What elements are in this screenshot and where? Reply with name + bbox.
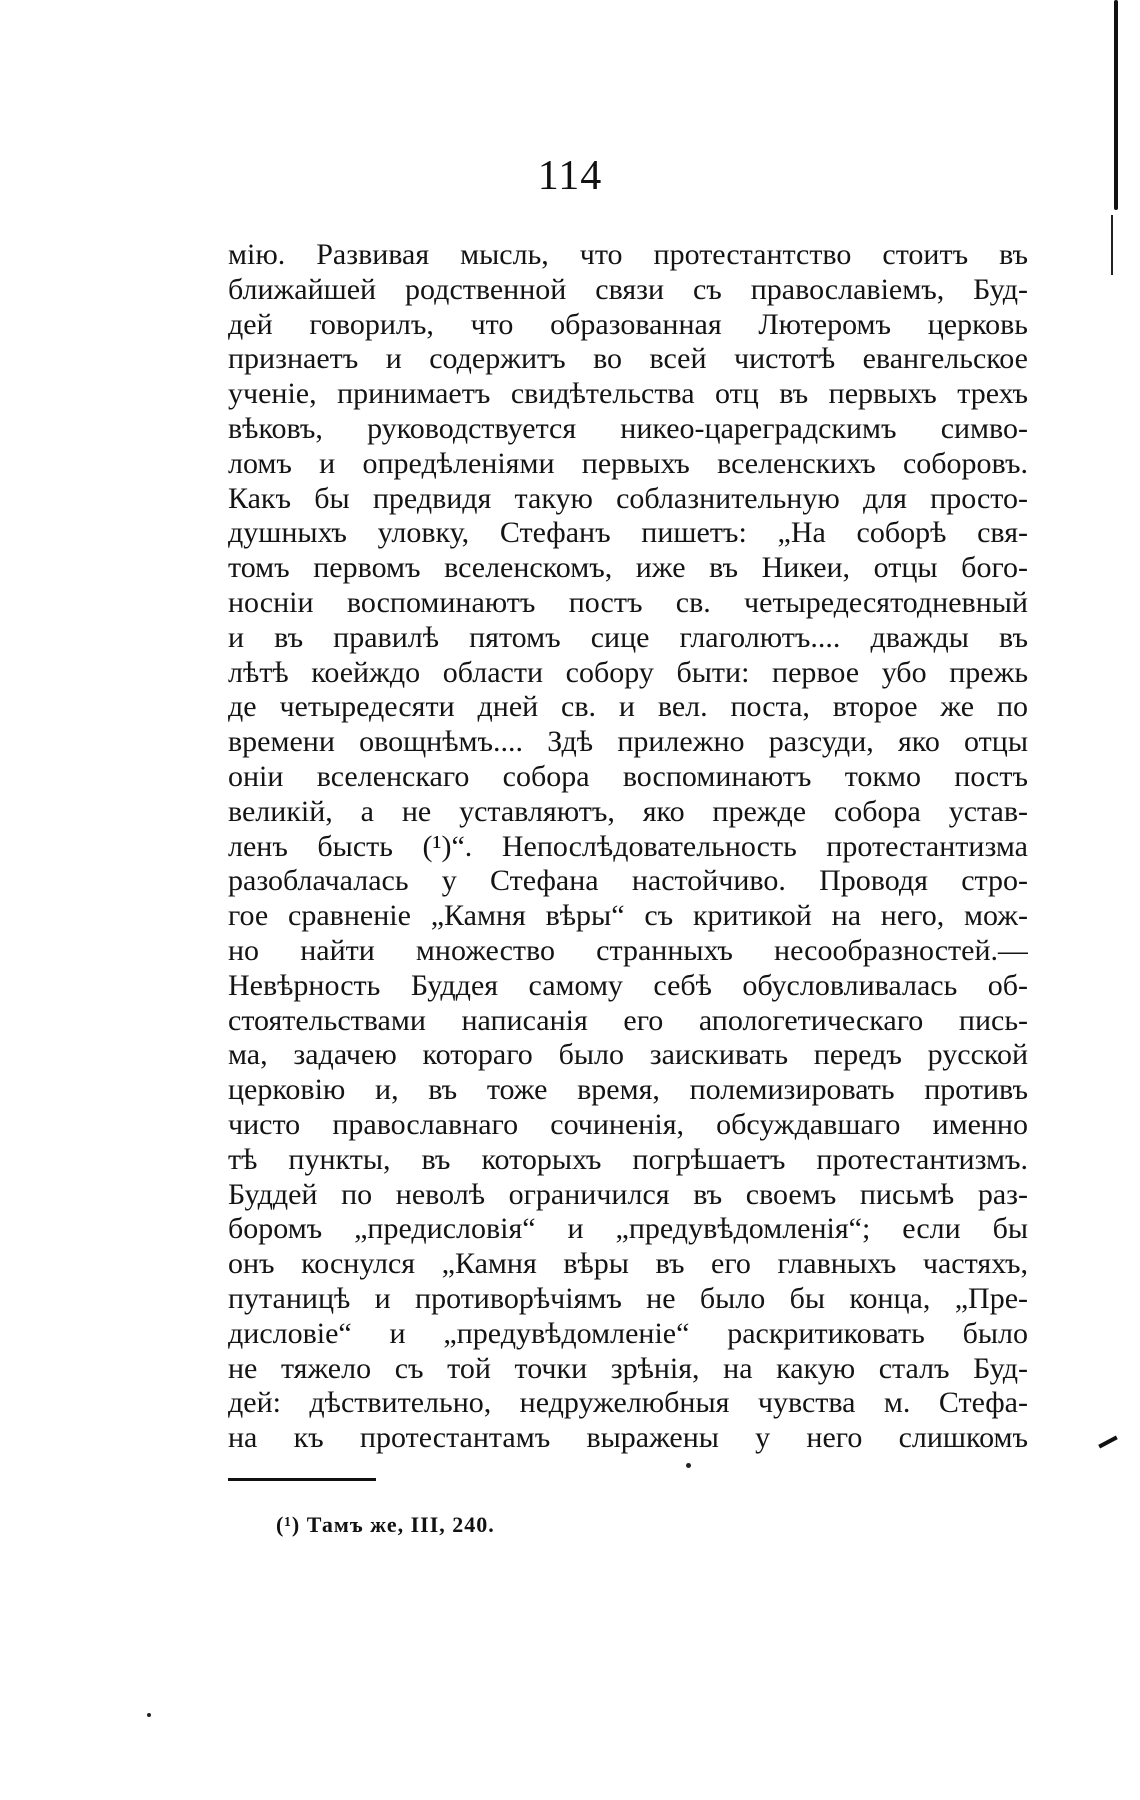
print-mark <box>1098 1436 1118 1449</box>
text-line: но найти множество странныхъ несообразностей.— <box>228 933 1028 967</box>
text-line: времени овощнѣмъ.... Здѣ прилежно разсуди, яко отцы <box>228 725 1028 759</box>
text-line: на къ протестантамъ выражены у него слишкомъ <box>228 1421 1028 1455</box>
text-line: ма, задачею котораго было заискивать передъ русской <box>228 1038 1028 1072</box>
text-line: ленъ бысть (¹)“. Непослѣдовательность протестантизма <box>228 829 1028 863</box>
text-line: мію. Развивая мысль, что протестантство стоитъ въ <box>228 238 1028 271</box>
text-line: тѣ пункты, въ которыхъ погрѣшаетъ протестантизмъ. <box>228 1142 1028 1176</box>
text-line: не тяжело съ той точки зрѣнія, на какую сталъ Буд- <box>228 1351 1028 1385</box>
text-line: Невѣрность Буддея самому себѣ обусловливалась об- <box>228 968 1028 1002</box>
text-line: боромъ „предисловія“ и „предувѣдомленія“; если бы <box>228 1212 1028 1246</box>
body-text <box>228 238 1028 1456</box>
page-edge-mark <box>1111 215 1113 275</box>
text-line: великій, а не уставляютъ, яко прежде собора устав- <box>228 794 1028 828</box>
text-line: путаницѣ и противорѣчіямъ не было бы конца, „Пре- <box>228 1281 1028 1315</box>
text-line: томъ первомъ вселенскомъ, иже въ Никеи, отцы бого- <box>228 551 1028 585</box>
text-line: дей говорилъ, что образованная Лютеромъ церковь <box>228 307 1028 341</box>
text-line: дей: дѣствительно, недружелюбныя чувства м. Стефа- <box>228 1386 1028 1420</box>
text-line: ближайшей родственной связи съ православіемъ, Буд- <box>228 272 1028 306</box>
text-line: ломъ и опредѣленіями первыхъ вселенскихъ соборовъ. <box>228 446 1028 480</box>
text-line: Какъ бы предвидя такую соблазнительную для просто- <box>228 481 1028 515</box>
print-speck <box>147 1713 151 1717</box>
footnote: (¹) Тамъ же, III, 240. <box>276 1512 495 1537</box>
text-line: и въ правилѣ пятомъ сице глаголютъ.... дважды въ <box>228 620 1028 654</box>
text-line: носніи воспоминаютъ постъ св. четыредесятодневный <box>228 585 1028 619</box>
text-line: оніи вселенскаго собора воспоминаютъ токмо постъ <box>228 759 1028 793</box>
text-line: ученіе, принимаетъ свидѣтельства отц въ первыхъ трехъ <box>228 377 1028 411</box>
text-line: признаетъ и содержитъ во всей чистотѣ евангельское <box>228 342 1028 376</box>
page-number: 114 <box>537 153 603 199</box>
text-line: чисто православнаго сочиненія, обсуждавшаго именно <box>228 1107 1028 1141</box>
text-line: вѣковъ, руководствуется никео-цареградскимъ симво- <box>228 411 1028 445</box>
text-line: онъ коснулся „Камня вѣры въ его главныхъ частяхъ, <box>228 1247 1028 1281</box>
text-line: душныхъ уловку, Стефанъ пишетъ: „На соборѣ свя- <box>228 516 1028 550</box>
footnote-separator <box>228 1478 376 1481</box>
text-line: разоблачалась у Стефана настойчиво. Проводя стро- <box>228 864 1028 898</box>
text-line: гое сравненіе „Камня вѣры“ съ критикой на него, мож- <box>228 899 1028 933</box>
text-line: стоятельствами написанія его апологетическаго пись- <box>228 1003 1028 1037</box>
text-line: церковію и, въ тоже время, полемизировать противъ <box>228 1073 1028 1107</box>
text-line: де четыредесяти дней св. и вел. поста, второе же по <box>228 690 1028 724</box>
text-line: дисловіе“ и „предувѣдомленіе“ раскритиковать было <box>228 1316 1028 1350</box>
text-line: Буддей по неволѣ ограничился въ своемъ письмѣ раз- <box>228 1177 1028 1211</box>
print-speck <box>686 1463 691 1468</box>
text-line: лѣтѣ коейждо области собору быти: первое убо прежь <box>228 655 1028 689</box>
